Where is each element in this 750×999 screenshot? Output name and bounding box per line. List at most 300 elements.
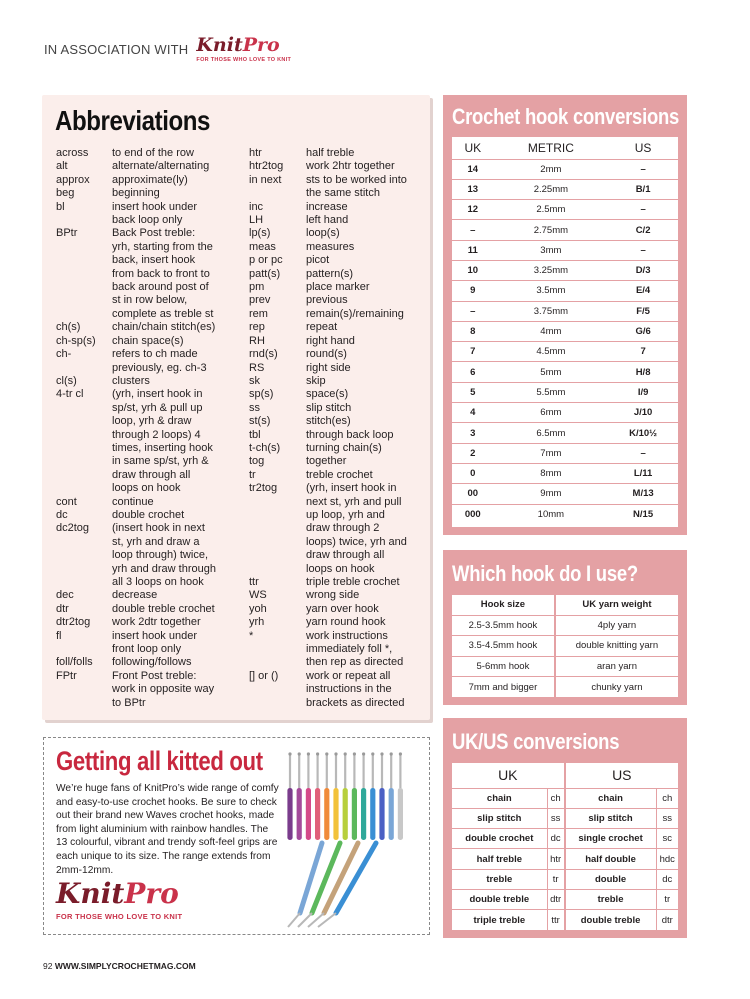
hook-conversion-row — [452, 403, 678, 423]
abbreviation-row — [56, 227, 246, 240]
abbreviation-meaning: refers to ch made — [112, 348, 198, 361]
abbreviation-row — [249, 536, 421, 549]
hook-conversion-row — [452, 443, 678, 463]
abbreviation-key: sk — [249, 374, 260, 387]
crochet-hooks-image — [282, 748, 427, 928]
abbreviation-row — [249, 496, 421, 509]
abbreviation-key — [56, 643, 112, 656]
abbreviation-key — [249, 683, 306, 696]
us-size-cell: F/5 — [608, 301, 678, 321]
abbreviation-meaning: continue — [112, 495, 154, 508]
us-term-cell: double treble — [565, 910, 656, 930]
abbreviations-column-2 — [249, 147, 421, 710]
page-footer — [43, 961, 196, 971]
us-size-cell: K/10½ — [608, 423, 678, 443]
uk-size-cell: 14 — [452, 159, 494, 179]
uk-size-cell: 5 — [452, 382, 494, 402]
abbreviation-row — [249, 589, 421, 602]
us-size-cell: J/10 — [608, 403, 678, 423]
abbreviation-key: yoh — [249, 602, 267, 615]
abbreviation-key — [56, 455, 112, 468]
abbreviation-meaning: work 2htr together — [306, 160, 395, 173]
us-size-cell: L/11 — [608, 463, 678, 483]
abbreviation-key: tog — [249, 455, 265, 468]
uk-size-cell: 11 — [452, 240, 494, 260]
abbreviation-key — [56, 214, 112, 227]
abbreviation-row — [56, 201, 246, 214]
hook-conversion-row — [452, 220, 678, 240]
abbreviation-meaning: yarn over hook — [306, 602, 379, 615]
hook-size-cell: 3.5-4.5mm hook — [452, 636, 555, 657]
uk-size-cell: 000 — [452, 504, 494, 524]
abbreviation-meaning: st in row below, — [112, 294, 188, 307]
abbreviation-key: foll/folls — [56, 656, 93, 669]
abbreviation-key — [56, 576, 112, 589]
abbreviation-row — [249, 201, 421, 214]
abbreviation-meaning: insert hook under — [112, 200, 197, 213]
abbreviation-row — [249, 509, 421, 522]
abbreviation-key: sp(s) — [249, 388, 274, 401]
abbreviation-meaning: Front Post treble: — [112, 669, 197, 682]
abbreviation-meaning: yrh and draw through — [112, 562, 216, 575]
abbreviation-key — [249, 187, 306, 200]
abbreviation-row — [56, 362, 246, 375]
abbreviation-key: beg — [56, 187, 75, 200]
ukus-row — [452, 829, 678, 849]
abbreviation-key — [56, 281, 112, 294]
uk-size-cell: 3 — [452, 423, 494, 443]
abbreviation-key — [56, 294, 112, 307]
abbreviation-meaning: previously, eg. ch-3 — [112, 361, 207, 374]
abbreviation-row — [249, 241, 421, 254]
metric-size-cell: 2.75mm — [494, 220, 609, 240]
abbreviation-meaning: yarn round hook — [306, 616, 386, 629]
kitted-out-title: Getting all kitted out — [56, 746, 263, 776]
abbreviation-meaning: back around post of — [112, 281, 209, 294]
abbreviation-key: ch(s) — [56, 321, 81, 334]
abbreviation-key: meas — [249, 240, 276, 253]
abbreviation-meaning: clusters — [112, 374, 150, 387]
us-size-cell: D/3 — [608, 260, 678, 280]
metric-size-cell: 3.75mm — [494, 301, 609, 321]
kitted-out-body: We’re huge fans of KnitPro’s wide range of comfy and easy-to-use crochet hooks. Be sure to check out their brand new Waves crochet hooks, made from light aluminium with rainbow handles. The 13 colourful, vibrant and trendy soft-feel grips are each unique to its size. The range extends from 2mm-12mm. — [56, 783, 279, 876]
abbreviation-meaning: round(s) — [306, 348, 347, 361]
abbreviation-row — [56, 281, 246, 294]
abbreviation-meaning: previous — [306, 294, 348, 307]
abbreviation-meaning: to BPtr — [112, 696, 146, 709]
abbreviation-meaning: together — [306, 455, 347, 468]
abbreviation-row — [249, 375, 421, 388]
abbreviation-key: in next — [249, 173, 282, 186]
us-size-cell: I/9 — [608, 382, 678, 402]
abbreviation-key: tr — [249, 468, 256, 481]
abbreviation-meaning: remain(s)/remaining — [306, 307, 404, 320]
crochet-hook — [287, 752, 292, 840]
abbreviation-key: prev — [249, 294, 271, 307]
header-us: US — [565, 763, 678, 788]
hook-conversion-row — [452, 281, 678, 301]
metric-size-cell: 6mm — [494, 403, 609, 423]
abbreviation-key — [56, 683, 112, 696]
abbreviation-key — [249, 656, 306, 669]
abbreviation-meaning: place marker — [306, 281, 370, 294]
abbreviation-meaning: then rep as directed — [306, 656, 404, 669]
abbreviation-key — [56, 563, 112, 576]
abbreviation-meaning: (yrh, insert hook in — [306, 482, 397, 495]
abbreviation-key — [56, 442, 112, 455]
abbreviation-key — [56, 429, 112, 442]
abbreviation-meaning: next st, yrh and pull — [306, 495, 402, 508]
metric-size-cell: 4mm — [494, 321, 609, 341]
hook-conversions-table — [452, 137, 678, 524]
abbreviation-meaning: pattern(s) — [306, 267, 354, 280]
abbreviation-meaning: skip — [306, 374, 326, 387]
which-hook-table-wrap — [452, 595, 678, 697]
abbreviation-key: lp(s) — [249, 227, 271, 240]
us-size-cell: – — [608, 200, 678, 220]
hook-conversion-row — [452, 159, 678, 179]
abbreviation-meaning: treble crochet — [306, 468, 373, 481]
us-abbr-cell: dc — [656, 869, 678, 889]
hook-conversion-row — [452, 382, 678, 402]
abbreviation-meaning: through back loop — [306, 428, 394, 441]
abbreviation-row — [56, 656, 246, 669]
abbreviation-key — [56, 362, 112, 375]
abbreviation-row — [56, 294, 246, 307]
uk-abbr-cell: ttr — [547, 910, 564, 930]
abbreviation-row — [56, 589, 246, 602]
abbreviation-key — [56, 268, 112, 281]
abbreviation-row — [56, 402, 246, 415]
crochet-hook — [352, 752, 357, 840]
abbreviation-meaning: turning chain(s) — [306, 441, 382, 454]
which-hook-row — [452, 656, 678, 677]
abbreviation-row — [249, 455, 421, 468]
header-uk: UK — [452, 137, 494, 159]
abbreviation-meaning: loops) twice, yrh and — [306, 535, 407, 548]
association-header — [44, 36, 291, 63]
abbreviation-key — [249, 549, 306, 562]
abbreviation-key: dtr — [56, 602, 69, 615]
us-size-cell: 7 — [608, 342, 678, 362]
crochet-hook — [315, 752, 320, 840]
abbreviation-row — [249, 214, 421, 227]
abbreviation-key: dc2tog — [56, 522, 90, 535]
hook-conversions-panel — [443, 95, 687, 535]
abbreviation-key: st(s) — [249, 415, 271, 428]
abbreviation-meaning: loop, yrh & draw — [112, 415, 192, 428]
abbreviation-key — [56, 254, 112, 267]
abbreviation-row — [56, 670, 246, 683]
abbreviation-key: ttr — [249, 576, 259, 588]
ukus-title: UK/US conversions — [452, 729, 620, 754]
abbreviation-row — [56, 549, 246, 562]
abbreviation-meaning: double crochet — [112, 508, 185, 521]
which-hook-panel — [443, 550, 687, 705]
abbreviation-row — [249, 603, 421, 616]
knitpro-tagline-large: FOR THOSE WHO LOVE TO KNIT — [56, 912, 183, 921]
abbreviation-row — [56, 388, 246, 401]
abbreviation-key: patt(s) — [249, 267, 281, 280]
knitpro-wordmark-large: KnitPro — [56, 877, 179, 910]
us-size-cell: G/6 — [608, 321, 678, 341]
abbreviation-row — [249, 174, 421, 187]
abbreviation-meaning: times, inserting hook — [112, 441, 213, 454]
abbreviation-key — [56, 482, 112, 495]
uk-abbr-cell: tr — [547, 869, 564, 889]
hook-conversion-row — [452, 504, 678, 524]
abbreviation-key — [56, 697, 112, 710]
abbreviation-meaning: (yrh, insert hook in — [112, 388, 203, 401]
abbreviation-meaning: loop through) twice, — [112, 549, 208, 562]
us-abbr-cell: ss — [656, 808, 678, 828]
abbreviation-meaning: wrong side — [306, 589, 360, 602]
uk-abbr-cell: dtr — [547, 889, 564, 909]
abbreviation-row — [56, 616, 246, 629]
abbreviation-meaning: work 2dtr together — [112, 616, 201, 629]
abbreviation-meaning: double treble crochet — [112, 602, 215, 615]
abbreviation-meaning: increase — [306, 200, 348, 213]
metric-size-cell: 2mm — [494, 159, 609, 179]
uk-term-cell: double treble — [452, 889, 547, 909]
ukus-row — [452, 788, 678, 808]
abbreviation-meaning: alternate/alternating — [112, 160, 210, 173]
us-term-cell: half double — [565, 849, 656, 869]
abbreviation-row — [249, 348, 421, 361]
abbreviation-key: alt — [56, 160, 68, 173]
hook-conversions-table-wrap — [452, 137, 678, 527]
abbreviation-key: htr2tog — [249, 160, 284, 173]
crochet-hook — [306, 752, 311, 840]
abbreviation-row — [56, 187, 246, 200]
abbreviation-key: htr — [249, 147, 262, 159]
abbreviation-key: ch-sp(s) — [56, 334, 96, 347]
abbreviation-row — [56, 308, 246, 321]
abbreviation-row — [249, 549, 421, 562]
abbreviation-meaning: draw through all — [112, 468, 191, 481]
uk-abbr-cell: ss — [547, 808, 564, 828]
abbreviation-meaning: yrh, starting from the — [112, 240, 213, 253]
abbreviation-row — [249, 616, 421, 629]
metric-size-cell: 4.5mm — [494, 342, 609, 362]
us-abbr-cell: dtr — [656, 910, 678, 930]
hook-conversion-row — [452, 200, 678, 220]
hook-conversion-row — [452, 463, 678, 483]
which-hook-row — [452, 615, 678, 636]
abbreviation-row — [249, 656, 421, 669]
abbreviation-key: rep — [249, 321, 265, 334]
abbreviation-meaning: draw through all — [306, 549, 385, 562]
uk-abbr-cell: dc — [547, 829, 564, 849]
abbreviation-key: [] or () — [249, 669, 279, 682]
header-hook-size: Hook size — [452, 595, 555, 615]
hook-conversions-title: Crochet hook conversions — [452, 104, 680, 129]
which-hook-table — [452, 595, 678, 697]
abbreviation-row — [56, 174, 246, 187]
abbreviation-key: cl(s) — [56, 374, 77, 387]
abbreviations-title: Abbreviations — [55, 105, 210, 136]
uk-size-cell: 9 — [452, 281, 494, 301]
us-term-cell: double — [565, 869, 656, 889]
abbreviation-row — [56, 496, 246, 509]
abbreviation-row — [56, 469, 246, 482]
uk-size-cell: 8 — [452, 321, 494, 341]
ukus-row — [452, 849, 678, 869]
crochet-hook — [389, 752, 394, 840]
abbreviation-meaning: back, insert hook — [112, 254, 196, 267]
which-hook-row — [452, 677, 678, 698]
uk-size-cell: 6 — [452, 362, 494, 382]
abbreviation-meaning: all 3 loops on hook — [112, 576, 204, 588]
abbreviation-row — [56, 268, 246, 281]
metric-size-cell: 2.5mm — [494, 200, 609, 220]
us-term-cell: chain — [565, 788, 656, 808]
abbreviation-meaning: sp/st, yrh & pull up — [112, 401, 203, 414]
abbreviation-meaning: from back to front to — [112, 267, 210, 280]
ukus-table — [452, 763, 678, 930]
metric-size-cell: 10mm — [494, 504, 609, 524]
crochet-hook-diagonal — [318, 843, 376, 927]
abbreviation-meaning: slip stitch — [306, 401, 352, 414]
hook-conversion-row — [452, 321, 678, 341]
abbreviation-meaning: work in opposite way — [112, 683, 215, 696]
abbreviation-key — [249, 522, 306, 535]
abbreviation-meaning: work or repeat all — [306, 669, 391, 682]
abbreviation-key — [56, 402, 112, 415]
crochet-hook-diagonal — [288, 843, 322, 927]
abbreviation-row — [249, 522, 421, 535]
uk-size-cell: 4 — [452, 403, 494, 423]
abbreviation-row — [56, 630, 246, 643]
abbreviation-row — [249, 670, 421, 683]
abbreviation-row — [56, 321, 246, 334]
knitpro-logo — [196, 36, 291, 63]
abbreviation-row — [249, 254, 421, 267]
abbreviation-key: inc — [249, 200, 264, 213]
metric-size-cell: 3.25mm — [494, 260, 609, 280]
uk-size-cell: 0 — [452, 463, 494, 483]
page-number: 92 — [43, 961, 53, 971]
abbreviation-row — [56, 160, 246, 173]
which-hook-row — [452, 636, 678, 657]
abbreviation-row — [249, 147, 421, 160]
abbreviation-row — [249, 576, 421, 589]
metric-size-cell: 9mm — [494, 484, 609, 504]
abbreviation-key: dec — [56, 589, 74, 602]
abbreviation-key: rem — [249, 307, 268, 320]
abbreviation-row — [56, 482, 246, 495]
abbreviation-meaning: up loop, yrh and — [306, 508, 385, 521]
abbreviation-meaning: stitch(es) — [306, 415, 351, 428]
uk-term-cell: triple treble — [452, 910, 547, 930]
abbreviation-key: yrh — [249, 616, 265, 629]
abbreviation-row — [249, 335, 421, 348]
us-term-cell: treble — [565, 889, 656, 909]
crochet-hook — [361, 752, 366, 840]
abbreviation-key: BPtr — [56, 227, 78, 240]
abbreviation-row — [56, 563, 246, 576]
hook-size-cell: 5-6mm hook — [452, 656, 555, 677]
footer-url: WWW.SIMPLYCROCHETMAG.COM — [54, 961, 196, 971]
abbreviation-key — [249, 697, 306, 710]
abbreviation-row — [249, 160, 421, 173]
uk-size-cell: 2 — [452, 443, 494, 463]
hook-conversion-row — [452, 342, 678, 362]
uk-size-cell: – — [452, 301, 494, 321]
header-metric: METRIC — [494, 137, 609, 159]
abbreviation-key: tbl — [249, 428, 261, 441]
metric-size-cell: 3.5mm — [494, 281, 609, 301]
us-term-cell: single crochet — [565, 829, 656, 849]
knitpro-logo-large — [56, 877, 183, 921]
abbreviation-key — [56, 415, 112, 428]
abbreviation-key: approx — [56, 173, 90, 186]
abbreviation-row — [249, 697, 421, 710]
hook-conversion-row — [452, 362, 678, 382]
abbreviation-key — [56, 308, 112, 321]
abbreviation-key: FPtr — [56, 669, 77, 682]
abbreviation-key: RS — [249, 361, 265, 374]
us-size-cell: M/13 — [608, 484, 678, 504]
abbreviation-row — [56, 455, 246, 468]
abbreviation-meaning: measures — [306, 240, 355, 253]
us-size-cell: E/4 — [608, 281, 678, 301]
header-uk: UK — [452, 763, 565, 788]
abbreviation-key — [56, 549, 112, 562]
uk-size-cell: 00 — [452, 484, 494, 504]
abbreviation-meaning: through 2 loops) 4 — [112, 428, 201, 441]
abbreviation-row — [249, 402, 421, 415]
abbreviation-meaning: immediately foll *, — [306, 643, 393, 656]
abbreviation-row — [249, 429, 421, 442]
uk-size-cell: 7 — [452, 342, 494, 362]
abbreviation-key: * — [249, 629, 254, 642]
abbreviation-row — [56, 536, 246, 549]
abbreviation-row — [56, 442, 246, 455]
abbreviation-key — [249, 536, 306, 549]
ukus-panel — [443, 718, 687, 938]
abbreviations-panel — [42, 95, 430, 720]
abbreviation-meaning: to end of the row — [112, 147, 194, 159]
abbreviation-row — [249, 643, 421, 656]
abbreviation-key: RH — [249, 334, 265, 347]
uk-term-cell: treble — [452, 869, 547, 889]
hook-conversion-row — [452, 301, 678, 321]
us-abbr-cell: sc — [656, 829, 678, 849]
abbreviation-key: ch- — [56, 348, 72, 361]
abbreviation-row — [249, 281, 421, 294]
metric-size-cell: 7mm — [494, 443, 609, 463]
abbreviation-row — [56, 348, 246, 361]
abbreviation-meaning: triple treble crochet — [306, 576, 400, 588]
knitpro-wordmark: KnitPro — [196, 34, 280, 56]
abbreviation-row — [249, 415, 421, 428]
association-text: IN ASSOCIATION WITH — [44, 42, 189, 57]
abbreviation-key: across — [56, 147, 89, 159]
abbreviation-row — [249, 321, 421, 334]
us-size-cell: C/2 — [608, 220, 678, 240]
metric-size-cell: 5.5mm — [494, 382, 609, 402]
abbreviation-row — [56, 576, 246, 589]
hook-size-cell: 2.5-3.5mm hook — [452, 615, 555, 636]
abbreviation-meaning: space(s) — [306, 388, 349, 401]
abbreviation-row — [249, 362, 421, 375]
abbreviation-meaning: beginning — [112, 187, 160, 200]
us-size-cell: – — [608, 443, 678, 463]
abbreviation-row — [56, 335, 246, 348]
abbreviation-row — [249, 227, 421, 240]
uk-size-cell: 13 — [452, 179, 494, 199]
